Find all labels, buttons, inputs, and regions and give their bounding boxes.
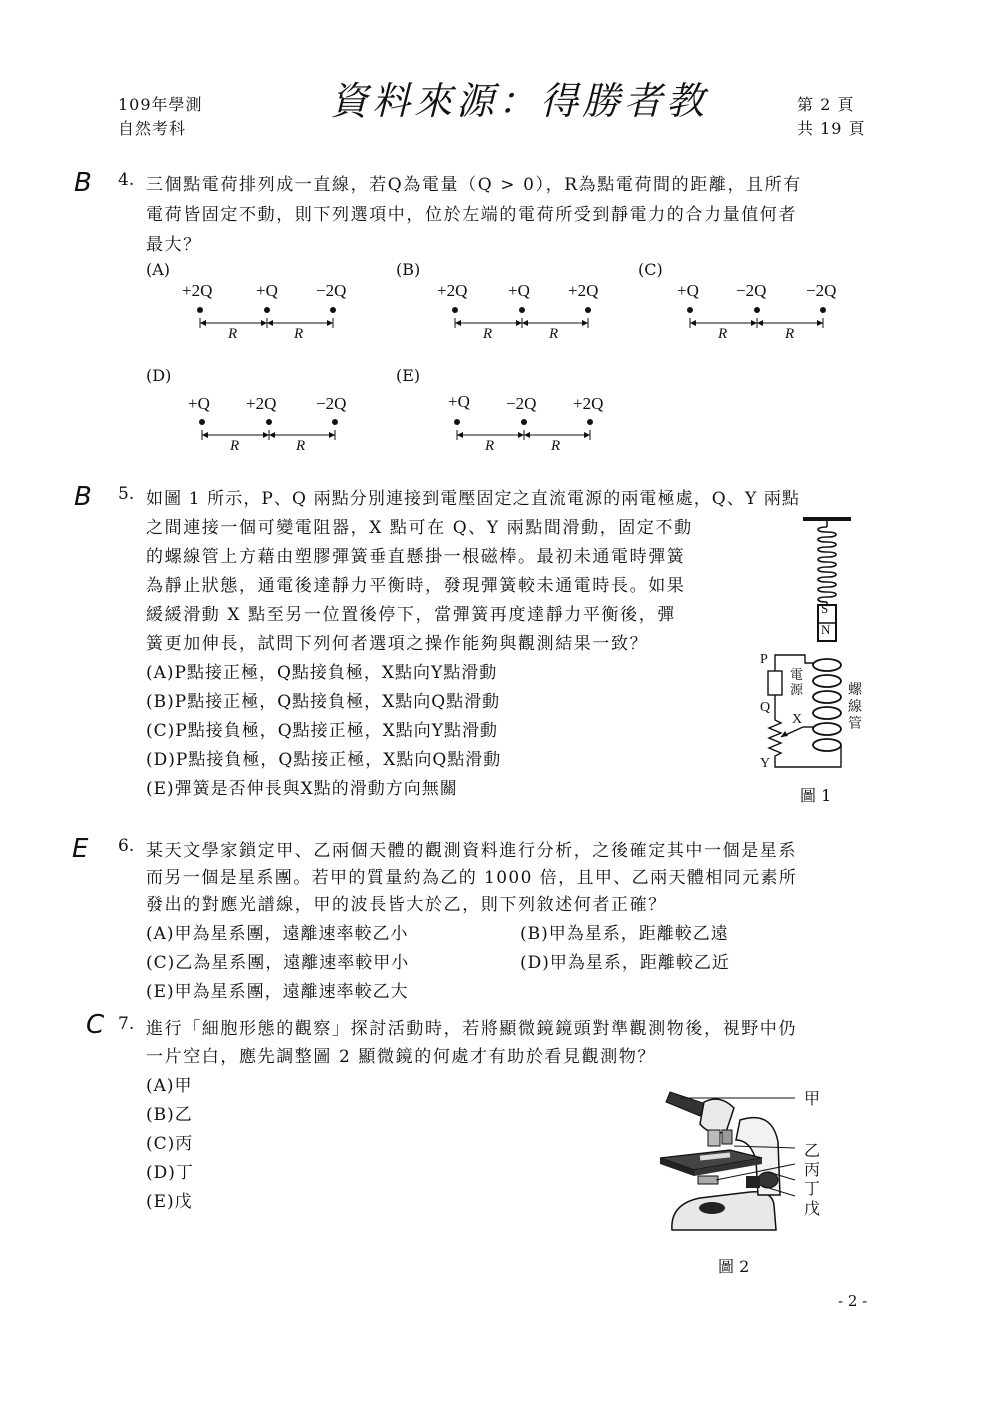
question-number-7: 7. bbox=[118, 1014, 135, 1034]
q5-option-c: (C)P點接負極，Q點接正極，X點向Y點滑動 bbox=[146, 721, 498, 741]
q5-option-d: (D)P點接負極，Q點接正極，X點向Q點滑動 bbox=[146, 750, 502, 770]
handwritten-answer-q6: E bbox=[72, 834, 89, 864]
question-number-5: 5. bbox=[118, 484, 135, 504]
q6-option-a: (A)甲為星系團，遠離速率較乙小 bbox=[146, 924, 409, 944]
charge-line-diagram bbox=[445, 304, 605, 328]
slider-x-label: X bbox=[792, 712, 803, 727]
charge-label: +Q bbox=[448, 392, 470, 411]
distance-label: R bbox=[230, 438, 240, 454]
q4-stem-line: 電荷皆固定不動，則下列選項中，位於左端的電荷所受到靜電力的合力量值何者 bbox=[146, 205, 797, 225]
exam-subject: 自然考科 bbox=[118, 119, 187, 138]
page-indicator: 第 2 頁 bbox=[797, 95, 855, 114]
charge-line-diagram bbox=[190, 304, 350, 328]
figure-2-microscope-diagram bbox=[650, 1080, 830, 1240]
q4-option-label: (E) bbox=[396, 366, 421, 385]
q6-option-c: (C)乙為星系團，遠離速率較甲小 bbox=[146, 953, 410, 973]
q5-stem-line: 緩緩滑動 X 點至另一位置後停下，當彈簧再度達靜力平衡後，彈 bbox=[146, 605, 676, 625]
charge-line-diagram bbox=[680, 304, 840, 328]
distance-label: R bbox=[296, 438, 306, 454]
distance-label: R bbox=[551, 438, 561, 454]
q4-option-label: (C) bbox=[638, 260, 663, 279]
figure-2-caption: 圖 2 bbox=[718, 1257, 750, 1276]
distance-label: R bbox=[294, 326, 304, 342]
q5-stem-line: 如圖 1 所示，P、Q 兩點分別連接到電壓固定之直流電源的兩電極處，Q、Y 兩點 bbox=[146, 489, 800, 509]
page-number-footer: - 2 - bbox=[838, 1292, 868, 1310]
handwritten-answer-q7: C bbox=[86, 1010, 105, 1040]
magnet-north-label: N bbox=[821, 622, 831, 637]
q6-option-b: (B)甲為星系，距離較乙遠 bbox=[520, 924, 729, 944]
charge-label: +Q bbox=[677, 281, 699, 300]
terminal-q-label: Q bbox=[760, 700, 771, 715]
charge-label: +Q bbox=[508, 281, 530, 300]
q6-option-e: (E)甲為星系團，遠離速率較乙大 bbox=[146, 982, 409, 1002]
charge-label: +2Q bbox=[182, 281, 213, 300]
distance-label: R bbox=[549, 326, 559, 342]
charge-label: +Q bbox=[188, 394, 210, 413]
q7-option-c: (C)丙 bbox=[146, 1134, 194, 1154]
q5-option-e: (E)彈簧是否伸長與X點的滑動方向無關 bbox=[146, 779, 458, 799]
question-number-4: 4. bbox=[118, 170, 135, 190]
solenoid-label: 螺線管 bbox=[848, 682, 862, 732]
distance-label: R bbox=[228, 326, 238, 342]
q7-stem-line: 一片空白，應先調整圖 2 顯微鏡的何處才有助於看見觀測物？ bbox=[146, 1047, 657, 1067]
handwritten-answer-q5: B bbox=[74, 482, 92, 512]
q4-option-label: (D) bbox=[146, 366, 172, 385]
charge-label: −2Q bbox=[506, 394, 537, 413]
charge-label: +2Q bbox=[573, 394, 604, 413]
distance-label: R bbox=[785, 326, 795, 342]
q5-stem-line: 簧更加伸長，試問下列何者選項之操作能夠與觀測結果一致？ bbox=[146, 634, 649, 654]
charge-label: +Q bbox=[256, 281, 278, 300]
charge-label: −2Q bbox=[806, 281, 837, 300]
q4-option-label: (B) bbox=[396, 260, 421, 279]
q5-stem-line: 之間連接一個可變電阻器，X 點可在 Q、Y 兩點間滑動，固定不動 bbox=[146, 518, 693, 538]
distance-label: R bbox=[483, 326, 493, 342]
charge-label: −2Q bbox=[316, 394, 347, 413]
q6-stem-line: 某天文學家鎖定甲、乙兩個天體的觀測資料進行分析，之後確定其中一個是星系 bbox=[146, 841, 797, 861]
charge-label: −2Q bbox=[316, 281, 347, 300]
distance-label: R bbox=[718, 326, 728, 342]
figure-1-caption: 圖 1 bbox=[800, 786, 832, 805]
charge-line-diagram bbox=[447, 416, 607, 440]
microscope-label-ding: 丁 bbox=[804, 1179, 821, 1198]
microscope-label-bing: 丙 bbox=[804, 1160, 821, 1179]
microscope-label-wu: 戊 bbox=[804, 1199, 821, 1218]
distance-label: R bbox=[485, 438, 495, 454]
q5-stem-line: 為靜止狀態，通電後達靜力平衡時，發現彈簧較未通電時長。如果 bbox=[146, 576, 686, 596]
q5-option-a: (A)P點接正極，Q點接負極，X點向Y點滑動 bbox=[146, 663, 498, 683]
q4-option-label: (A) bbox=[146, 260, 171, 279]
q7-option-e: (E)戊 bbox=[146, 1192, 193, 1212]
charge-label: +2Q bbox=[568, 281, 599, 300]
q7-option-a: (A)甲 bbox=[146, 1076, 193, 1096]
magnet-south-label: S bbox=[821, 601, 829, 616]
q7-option-b: (B)乙 bbox=[146, 1105, 193, 1125]
question-number-6: 6. bbox=[118, 836, 135, 856]
charge-label: −2Q bbox=[736, 281, 767, 300]
power-source-label: 電源 bbox=[790, 668, 804, 698]
q6-option-d: (D)甲為星系，距離較乙近 bbox=[520, 953, 730, 973]
q4-stem-line: 最大？ bbox=[146, 235, 202, 255]
charge-line-diagram bbox=[192, 416, 352, 440]
exam-year: 109年學測 bbox=[118, 95, 203, 114]
handwritten-source-note: 資料來源：得勝者教 bbox=[330, 79, 709, 123]
q7-stem-line: 進行「細胞形態的觀察」探討活動時，若將顯微鏡鏡頭對準觀測物後，視野中仍 bbox=[146, 1019, 797, 1039]
q4-stem-line: 三個點電荷排列成一直線，若Q為電量（Q > 0），R為點電荷間的距離，且所有 bbox=[146, 175, 802, 195]
figure-1-solenoid-diagram bbox=[755, 515, 875, 785]
terminal-y-label: Y bbox=[760, 756, 771, 771]
q7-option-d: (D)丁 bbox=[146, 1163, 194, 1183]
charge-label: +2Q bbox=[437, 281, 468, 300]
microscope-label-yi: 乙 bbox=[804, 1141, 821, 1160]
q5-stem-line: 的螺線管上方藉由塑膠彈簧垂直懸掛一根磁棒。最初未通電時彈簧 bbox=[146, 547, 686, 567]
microscope-label-jia: 甲 bbox=[804, 1089, 821, 1108]
q6-stem-line: 發出的對應光譜線，甲的波長皆大於乙，則下列敘述何者正確？ bbox=[146, 895, 667, 915]
q5-option-b: (B)P點接正極，Q點接負極，X點向Q點滑動 bbox=[146, 692, 501, 712]
terminal-p-label: P bbox=[760, 652, 768, 667]
q6-stem-line: 而另一個是星系團。若甲的質量約為乙的 1000 倍，且甲、乙兩天體相同元素所 bbox=[146, 868, 798, 888]
charge-label: +2Q bbox=[246, 394, 277, 413]
handwritten-answer-q4: B bbox=[74, 168, 92, 198]
total-pages: 共 19 頁 bbox=[797, 119, 866, 138]
